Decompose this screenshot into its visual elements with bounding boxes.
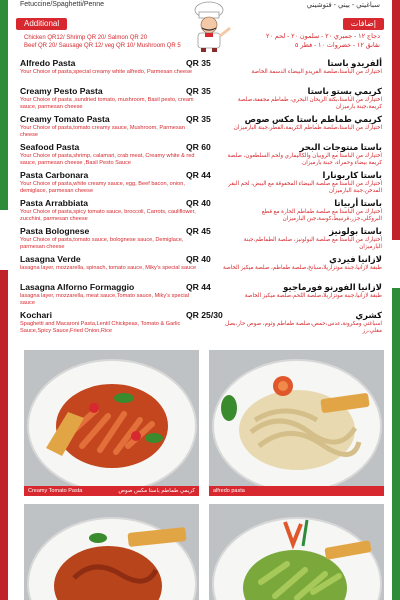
item-name-ar: باستا أربياتا	[334, 198, 382, 208]
photo-caption	[209, 486, 384, 496]
item-name-ar: باستا بولونيز	[329, 226, 382, 236]
menu-page	[14, 0, 386, 600]
additional-line: Beef QR 20/ Sausage QR 12/ veg QR 10/ Mushroom QR 5	[24, 43, 181, 49]
caption-en: alfredo pasta	[213, 488, 245, 494]
item-price: QR 35	[186, 86, 211, 96]
item-price: QR 40	[186, 254, 211, 264]
pasta-dish-image	[209, 504, 384, 600]
flag-border-left	[0, 0, 8, 600]
item-name: Alfredo Pasta	[20, 58, 76, 68]
photo-pesto-pasta	[209, 504, 384, 600]
photo-alfredo-pasta	[209, 350, 384, 496]
item-description-ar: طبقة لازانيا،جبنة موتزاريلا،سبانخ،صلصة طماطم، صلصة ميكيز الخاصة	[222, 265, 382, 271]
item-name: Lasagna Verde	[20, 254, 81, 264]
pasta-dish-image	[24, 350, 199, 496]
item-name: Pasta Bolognese	[20, 226, 90, 236]
photo-creamy-tomato-pasta	[24, 350, 199, 496]
item-name-ar: لازانيا الفورنو فورماجيو	[283, 282, 382, 292]
pasta-dish-image	[209, 350, 384, 496]
item-name: Seafood Pasta	[20, 142, 80, 152]
item-description-ar: اختيارك من الباستا،بكتة الريحان البحري، طماطم مجففة،صلصة كريمة،جبنة بارميزان	[237, 97, 382, 110]
item-description: Your Choice of pasta,white creamy sauce, egg, Beef bacon, onion, demiglace, parmesan cheese	[20, 181, 185, 194]
caption-ar: كريمي طماطم باستا مكس صوص	[118, 488, 195, 494]
menu-item	[20, 226, 382, 254]
additional-items-en	[24, 34, 194, 50]
item-description: Your Choice of pasta,tomato sauce, bolognese sauce, Demiglace, parmesan cheese	[20, 237, 184, 250]
item-description: Your Choice of pasta ,sundried tomato, mushroom, Basil pesto, cream sauce, parmesan cheese	[20, 97, 194, 110]
item-name-ar: كريمي بستو باستا	[307, 86, 382, 96]
item-price: QR 35	[186, 114, 211, 124]
item-description: Spaghetti and Macaroni Pasta,Lentil Chickpeas, Tomato & Garlic Sauce,Spicy Sauce,Fried Onion,Rice	[20, 321, 181, 334]
item-name: Lasagna Alforno Formaggio	[20, 282, 135, 292]
item-price: QR 44	[186, 282, 211, 292]
item-description: Your Choice of pasta,tomato creamy sauce, Mushroom, Parmesan cheese	[20, 125, 185, 138]
menu-item	[20, 58, 382, 86]
item-name: Kochari	[20, 310, 52, 320]
item-description-ar: اختيارك من الباستا مع صلصة طماطم الحارة مع قطع البروكلي،جزر،قرنبيط،كوسة،جبن البارميزان	[261, 209, 382, 222]
additional-line: نقانق ١٢ - خضروات ١٠ - فطر ٥	[294, 42, 380, 49]
item-description: lasagna layer, mozzarella, meat sauce,Tomato sauce, Miky's special sauce	[20, 293, 189, 306]
item-description-ar: اختيارك من الباستا،صلصة طماطم الكريمة،الفطر،جبنة البارميزان	[233, 125, 382, 131]
item-price: QR 44	[186, 170, 211, 180]
menu-item	[20, 310, 382, 338]
item-description: Your Choice of pasta,special creamy white alfredo, Parmesan cheese	[20, 69, 193, 75]
item-name-ar: لازانيا فيردي	[329, 254, 382, 264]
item-description-ar: اختيارك من الباستا مع الروبيان والكاليماري ولحم السلطعون، صلصة كريمة بيضاء وحمراء، جبنة بارميزان	[227, 153, 382, 166]
item-name-ar: كريمي طماطم باستا مكس صوص	[244, 114, 382, 124]
menu-item	[20, 198, 382, 226]
photo-bolognese-pasta	[24, 504, 199, 600]
item-description: lasagna layer, mozzarella, spinach, tomato sauce, Miky's special sauce	[20, 265, 197, 271]
menu-item	[20, 282, 382, 310]
photo-grid	[24, 350, 384, 600]
item-price: QR 25/30	[186, 310, 223, 320]
item-name-ar: باستا كاربونارا	[322, 170, 382, 180]
item-description-ar: اختيارك من الباستا مع صلصة البولونيز، صلصة الطماطم،جبنة البارميزان	[243, 237, 382, 250]
menu-item	[20, 254, 382, 282]
item-name: Pasta Arrabbiata	[20, 198, 88, 208]
menu-item	[20, 86, 382, 114]
item-name: Creamy Tomato Pasta	[20, 114, 110, 124]
item-price: QR 40	[186, 198, 211, 208]
photo-caption	[24, 486, 199, 496]
item-name-ar: ألفريدو باستا	[327, 58, 382, 68]
pasta-types-ar: سباغيتي - بيني - فتوشيني	[306, 2, 380, 9]
additional-line: Chicken QR12/ Shrimp QR 20/ Salmon QR 20	[24, 35, 148, 41]
item-price: QR 45	[186, 226, 211, 236]
item-description-ar: اختيارك من الباستا،صلصة الفريدو البيضاء الدسمة الخاصة	[251, 69, 382, 75]
item-description: Your Choice of pasta,spicy tomato sauce, broccoli, Carrots, cauliflower, zucchini, parmesan cheese	[20, 209, 196, 222]
pasta-types-en: Fetuccine/Spaghetti/Penne	[20, 1, 105, 8]
additional-label-ar: إضافات	[343, 18, 384, 30]
caption-en: Creamy Tomato Pasta	[28, 488, 83, 494]
menu-list	[20, 58, 382, 338]
additional-label-en: Additional	[16, 18, 67, 30]
menu-item	[20, 170, 382, 198]
item-price: QR 35	[186, 58, 211, 68]
menu-item	[20, 114, 382, 142]
additional-items-ar	[210, 32, 380, 50]
item-description-ar: اختيارك من الباستا مع صلصة البيضاء المخفوقة مع البيض، لحم البقر المدخن،جبنة البارميزان	[228, 181, 382, 194]
pasta-dish-image	[24, 504, 199, 600]
item-name-ar: كشري	[355, 310, 382, 320]
item-name: Creamy Pesto Pasta	[20, 86, 103, 96]
flag-border-right	[392, 0, 400, 600]
item-price: QR 60	[186, 142, 211, 152]
item-name-ar: باستا منتوجات البحر	[299, 142, 382, 152]
item-name: Pasta Carbonara	[20, 170, 89, 180]
item-description-ar: طبقة لازانيا،جبنة موتزاريلا،صلصة اللحم،صلصة ميكيز الخاصة	[244, 293, 382, 299]
menu-item	[20, 142, 382, 170]
item-description-ar: اسباغتي ومكرونة،عدس،حمص،صلصة طماطم وثوم، صوص حار،بصل مقلي،رز	[224, 321, 382, 334]
item-description: Your Choice of pasta,shrimp, calamari, crab meat, Creamy white & red sauce, parmesan cheese ,Basil Pesto Sauce	[20, 153, 195, 166]
additional-line: دجاج ١٢ - جمبري ٢٠ - سلمون ٢٠ - لحم ٢٠	[265, 33, 380, 40]
